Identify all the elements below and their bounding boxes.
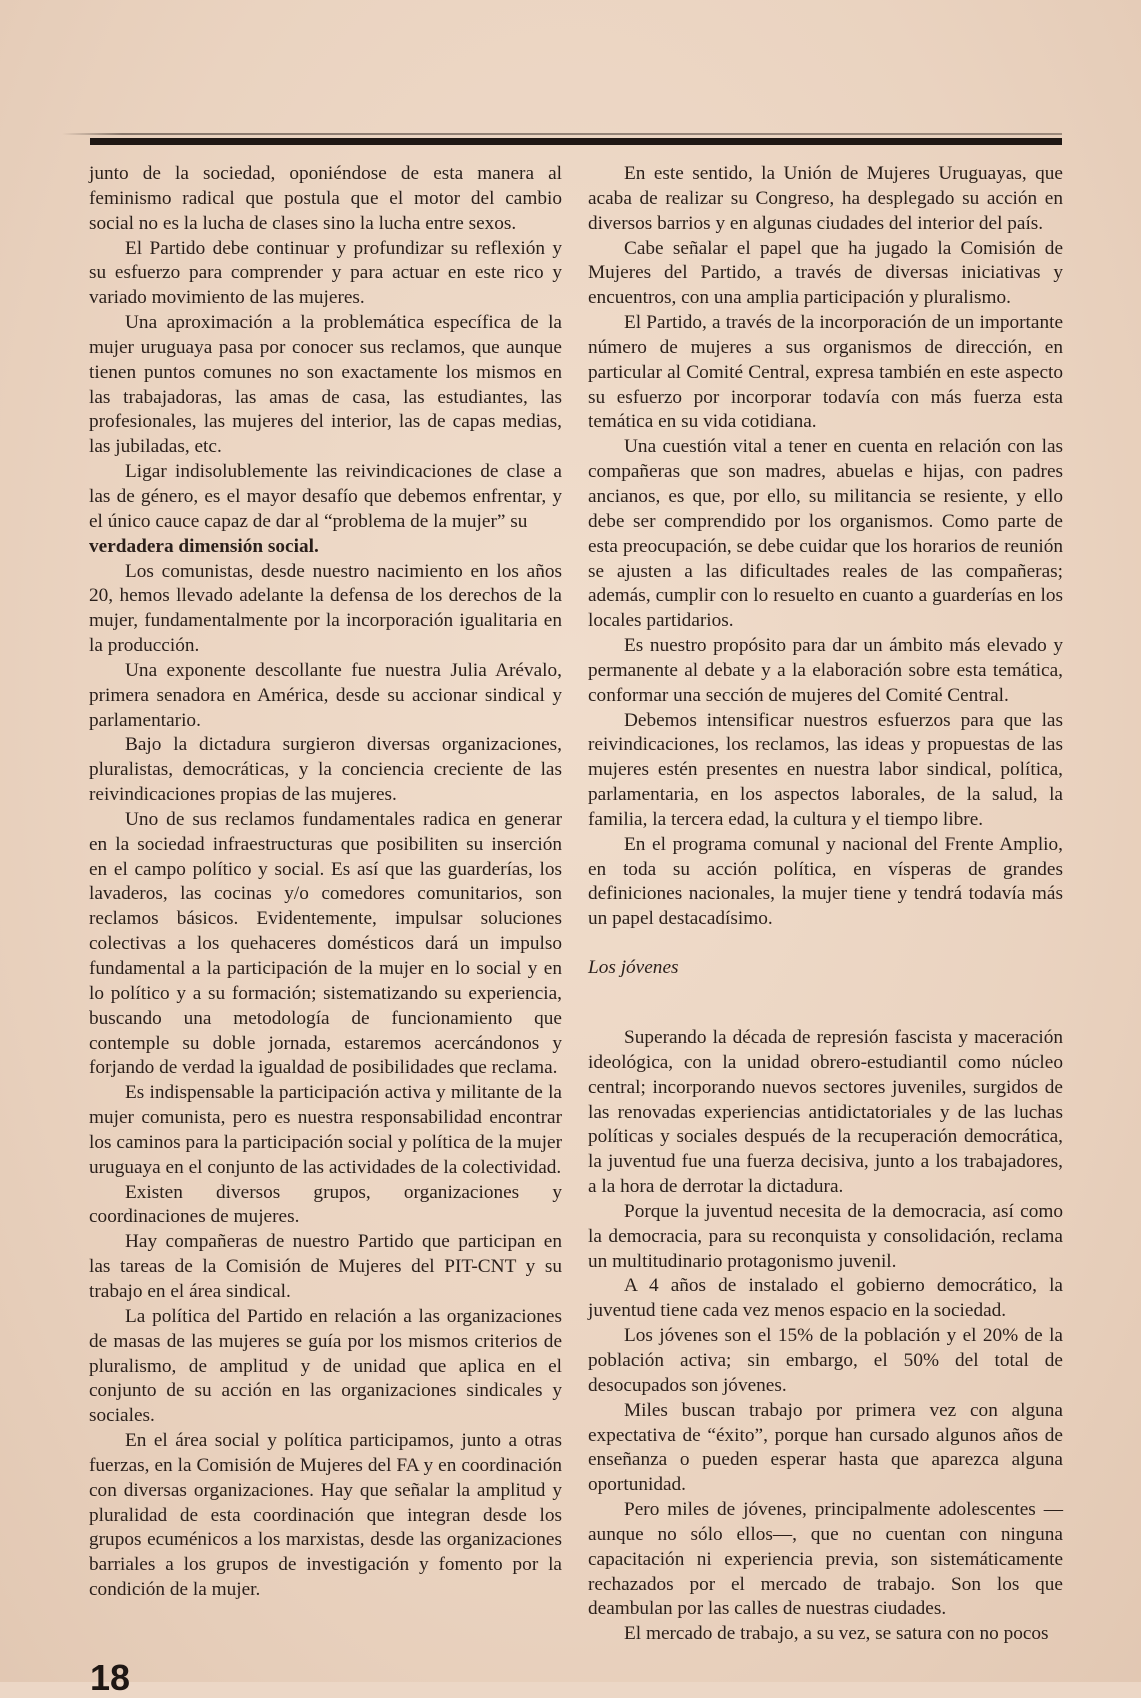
paragraph: El Partido debe continuar y profundizar su reflexión y su esfuerzo para comprender y para actuar en este rico y variado movimiento de las mujeres. <box>89 237 562 309</box>
section-heading: Los jóvenes <box>588 957 679 979</box>
paragraph: junto de la sociedad, oponiéndose de esta manera al feminismo radical que postula que el motor del cambio social no es la lucha de clases sino la lucha entre sexos. <box>89 163 562 234</box>
paragraph: Debemos intensificar nuestros esfuerzos para que las reivindicaciones, los reclamos, las ideas y propuestas de las mujeres estén presentes en nuestra labor sindical, política, parlamentaria, en los aspectos laborales, de la salud, la familia, la tercera edad, la cultura y el tiempo libre. <box>588 709 1063 830</box>
paragraph: Cabe señalar el papel que ha jugado la Comisión de Mujeres del Partido, a través de diversas iniciativas y encuentros, con una amplia participación y pluralismo. <box>588 237 1063 309</box>
paragraph: Superando la década de represión fascista y maceración ideológica, con la unidad obrero-estudiantil como núcleo central; incorporando nuevos sectores juveniles, surgidos de las renovadas experiencias antidictatoriales y de las luchas políticas y sociales después de la recuperación democrática, la juventud fue una fuerza decisiva, junto a los trabajadores, a la hora de derrotar la dictadura. <box>588 1027 1063 1198</box>
paragraph: Miles buscan trabajo por primera vez con alguna expectativa de “éxito”, porque han cursado algunos años de enseñanza o pueden esperar hasta que aparezca alguna oportunidad. <box>588 1399 1063 1496</box>
paragraph: Bajo la dictadura surgieron diversas organizaciones, pluralistas, democráticas, y la conciencia creciente de las reivindicaciones propias de las mujeres. <box>89 734 562 806</box>
paragraph: Los jóvenes son el 15% de la población y el 20% de la población activa; sin embargo, el 50% del total de desocupados son jóvenes. <box>588 1325 1063 1396</box>
paragraph: Hay compañeras de nuestro Partido que participan en las tareas de la Comisión de Mujeres del PIT-CNT y su trabajo en el área sindical. <box>89 1231 562 1302</box>
paragraph: Porque la juventud necesita de la democracia, así como la democracia, para su reconquista y consolidación, reclama un multitudinario protagonismo juvenil. <box>588 1200 1063 1272</box>
paragraph: La política del Partido en relación a las organizaciones de masas de las mujeres se guía por los mismos criterios de pluralismo, de amplitud y de unidad que aplica en el conjunto de su acción en las organizaciones sindicales y sociales. <box>89 1305 562 1427</box>
paragraph: El mercado de trabajo, a su vez, se satura con no pocos <box>624 1623 1049 1645</box>
page-number: 18 <box>90 1657 131 1698</box>
paragraph: En el área social y política participamos, junto a otras fuerzas, en la Comisión de Mujeres del FA y en coordinación con diversas organizaciones. Hay que señalar la amplitud y pluralidad de esta coordinación que integran desde los grupos ecuménicos a los marxistas, desde las organizaciones barriales a los grupos de investigación y fomento por la condición de la mujer. <box>89 1430 562 1601</box>
paragraph: Es nuestro propósito para dar un ámbito más elevado y permanente al debate y a la elaboración sobre esta temática, conformar una sección de mujeres del Comité Central. <box>588 635 1063 706</box>
left-column <box>89 162 562 1603</box>
paragraph: Uno de sus reclamos fundamentales radica en generar en la sociedad infraestructuras que posibiliten su inserción en el campo político y social. Es así que las guarderías, los lavaderos, las cocinas y/o comedores comunitarios, son reclamos básicos. Evidentemente, impulsar soluciones colectivas a los quehaceres domésticos dará un impulso fundamental a la participación de la mujer en lo social y en lo político y a su formación; sistematizando su experiencia, buscando una metodología de funcionamiento que contemple su doble jornada, estaremos acercándonos y forjando de verdad la igualdad de posibilidades que reclama. <box>89 808 562 1079</box>
paragraph: Una exponente descollante fue nuestra Julia Arévalo, primera senadora en América, desde su accionar sindical y parlamentario. <box>89 659 562 731</box>
paragraph: Pero miles de jóvenes, principalmente adolescentes —aunque no sólo ellos—, que no cuentan con ninguna capacitación ni experiencia previa, son sistemáticamente rechazados por el mercado de trabajo. Son los que deambulan por las calles de nuestras ciudades. <box>588 1499 1063 1620</box>
paragraph-bold: verdadera dimensión social. <box>89 535 319 557</box>
paragraph: En el programa comunal y nacional del Frente Amplio, en toda su acción política, en vísperas de grandes definiciones nacionales, la mujer tiene y tendrá todavía más un papel destacadísimo. <box>588 833 1063 930</box>
right-column <box>588 162 1063 1647</box>
paragraph: Existen diversos grupos, organizaciones y coordinaciones de mujeres. <box>89 1181 562 1228</box>
paragraph: Es indispensable la participación activa y militante de la mujer comunista, pero es nuestra responsabilidad encontrar los caminos para la participación social y política de la mujer uruguaya en el conjunto de las actividades de la colectividad. <box>89 1082 562 1178</box>
paragraph: Los comunistas, desde nuestro nacimiento en los años 20, hemos llevado adelante la defensa de los derechos de la mujer, fundamentalmente por la incorporación igualitaria en la producción. <box>89 560 562 657</box>
paragraph: Ligar indisolublemente las reivindicaciones de clase a las de género, es el mayor desafío que debemos enfrentar, y el único cauce capaz de dar al “problema de la mujer” su <box>89 461 562 532</box>
paragraph: Una cuestión vital a tener en cuenta en relación con las compañeras que son madres, abuelas e hijas, con padres ancianos, es que, por ello, su militancia se resiente, y ello debe ser comprendido por los organismos. Como parte de esta preocupación, se debe cuidar que los horarios de reunión se ajusten a las dificultades reales de las compañeras; además, cumplir con lo resuelto en cuanto a guarderías en los locales partidarios. <box>588 436 1063 632</box>
paragraph: Una aproximación a la problemática específica de la mujer uruguaya pasa por conocer sus reclamos, que aunque tienen puntos comunes no son exactamente los mismos en las trabajadoras, las amas de casa, las estudiantes, las profesionales, las mujeres del interior, las de capas medias, las jubiladas, etc. <box>89 312 562 458</box>
paragraph: El Partido, a través de la incorporación de un importante número de mujeres a sus organismos de dirección, en particular al Comité Central, expresa también en este aspecto su esfuerzo por incorporar todavía con más fuerza esta temática en su vida cotidiana. <box>588 312 1063 433</box>
header-rule <box>90 138 1062 145</box>
paragraph: A 4 años de instalado el gobierno democrático, la juventud tiene cada vez menos espacio en la sociedad. <box>588 1275 1063 1322</box>
header-rule-thin <box>62 133 1062 135</box>
paragraph: En este sentido, la Unión de Mujeres Uruguayas, que acaba de realizar su Congreso, ha desplegado su acción en diversos barrios y en algunas ciudades del interior del país. <box>588 163 1063 234</box>
